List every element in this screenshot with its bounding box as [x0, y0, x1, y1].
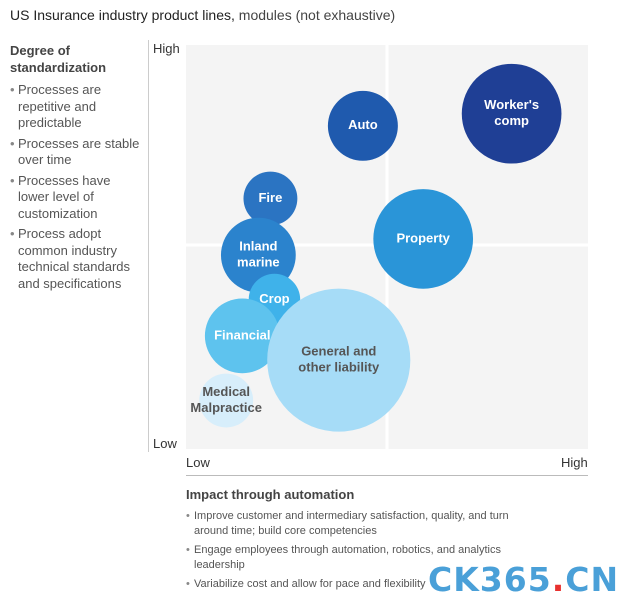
bubble-label-fire: Fire: [258, 189, 283, 205]
x-axis-bullet: • Improve customer and intermediary satisfaction, quality, and turn around time; build core competencies: [186, 509, 534, 538]
bubble-label-financial: Financial: [214, 327, 271, 343]
bubble-label-crop: Crop: [259, 290, 290, 306]
y-tick-low: Low: [153, 436, 177, 451]
x-axis-bullet: • Variabilize cost and allow for pace and flexibility: [186, 577, 534, 592]
bubble-label-medical-malpractice: Malpractice: [190, 399, 262, 415]
chart-title-rest: modules (not exhaustive): [234, 7, 396, 23]
bubble-label-property: Property: [396, 230, 450, 246]
y-axis-bullet: • Process adopt common industry technical standards and specifications: [10, 226, 144, 292]
y-axis-bullet: • Processes have lower level of customization: [10, 173, 144, 223]
bubble-label-auto: Auto: [348, 117, 378, 133]
watermark-tld: CN: [565, 560, 619, 599]
bubble-label-worker-s-comp: comp: [494, 113, 529, 129]
y-axis-title-line-1: Degree of: [10, 43, 70, 58]
y-axis-bullet: • Processes are repetitive and predictable: [10, 82, 144, 132]
bubble-label-medical-malpractice: Medical: [202, 383, 251, 399]
bubble-label-inland-marine: marine: [237, 254, 280, 270]
x-tick-high: High: [561, 455, 588, 470]
x-axis-divider: [186, 475, 588, 476]
bubble-label-general-and-other-liability: General and: [301, 343, 377, 359]
watermark-dot: .: [551, 560, 566, 599]
watermark-logo: [428, 560, 619, 599]
y-axis-title-line-2: standardization: [10, 60, 107, 75]
watermark-main: CK365: [428, 560, 552, 599]
y-tick-high: High: [153, 41, 180, 56]
bubble-label-worker-s-comp: Worker's: [484, 97, 540, 113]
x-tick-low: Low: [186, 455, 210, 470]
bubble-label-general-and-other-liability: other liability: [298, 359, 380, 375]
y-axis-bullet: • Processes are stable over time: [10, 136, 144, 169]
bubble-label-inland-marine: Inland: [239, 238, 278, 254]
x-axis-bullet: • Engage employees through automation, robotics, and analytics leadership: [186, 543, 534, 572]
chart-title-bold: US Insurance industry product lines,: [10, 7, 235, 23]
x-axis-title: Impact through automation: [186, 487, 355, 502]
